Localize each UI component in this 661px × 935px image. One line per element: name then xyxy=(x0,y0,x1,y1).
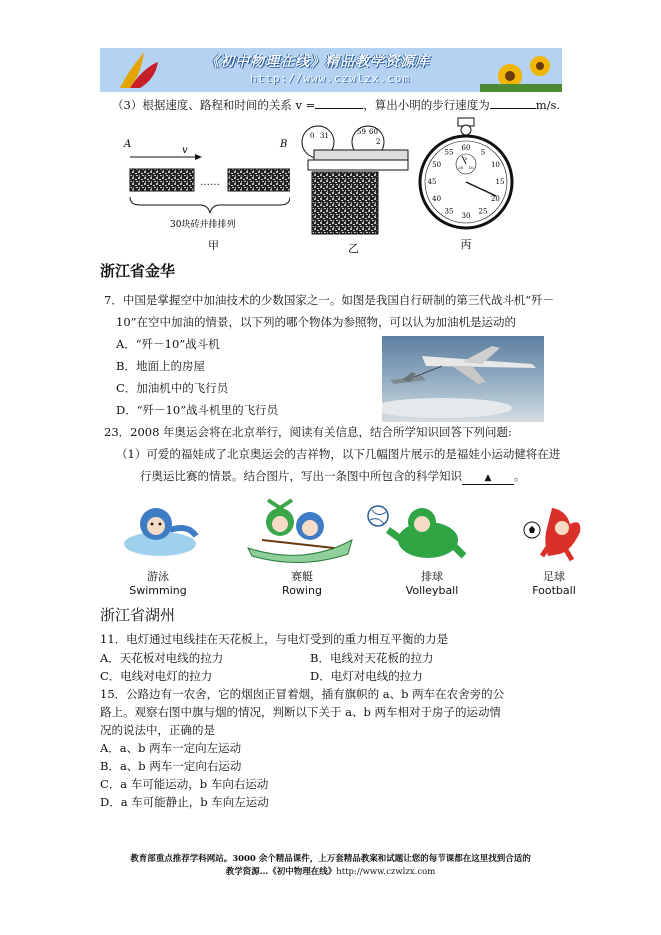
figure-jia-name: 甲 xyxy=(208,239,219,252)
q23-line1: 23．2008 年奥运会将在北京举行，阅读有关信息，结合所学知识回答下列问题: xyxy=(104,425,512,439)
caliper-diagram xyxy=(296,120,411,255)
stopwatch-icon xyxy=(418,116,518,251)
footer-line2: 教学资源…《初中物理在线》http://www.czwlzx.com xyxy=(225,867,436,877)
figure-yi-name: 乙 xyxy=(348,242,359,255)
inner-dial-number: 0 xyxy=(464,156,468,161)
inner-dial-number: 10 xyxy=(468,165,474,170)
dial-number: 55 xyxy=(444,148,454,157)
q15-line2: 路上。观察右图中旗与烟的情况，判断以下关于 a、b 两车相对于房子的运动情 xyxy=(100,705,502,719)
footer xyxy=(0,853,661,879)
label-v: v xyxy=(182,145,188,156)
q3-text1: （3）根据速度、路程和时间的关系 v = xyxy=(112,98,316,112)
q7-option-d[interactable]: D．“歼－10”战斗机里的飞行员 xyxy=(116,403,279,417)
refueling-photo xyxy=(382,336,544,422)
q3-unit: m/s. xyxy=(535,98,561,112)
q15-line1: 15．公路边有一农舍，它的烟囱正冒着烟，插有旗帜的 a、b 两车在农舍旁的公 xyxy=(100,687,505,701)
svg-text:0: 0 xyxy=(310,132,315,140)
dial-number: 35 xyxy=(444,207,454,216)
label-b: B xyxy=(280,139,288,150)
caption-rowing: 赛艇 Rowing xyxy=(282,570,322,597)
svg-text:31: 31 xyxy=(320,132,329,140)
q3-line xyxy=(112,96,560,114)
q15-option-b[interactable]: B．a、b 两车一定向右运动 xyxy=(100,759,242,773)
q15-line3: 况的说法中，正确的是 xyxy=(100,723,215,737)
figure-bing-name: 丙 xyxy=(460,238,472,251)
fuwa-rowing-image xyxy=(244,496,356,568)
q11-option-c[interactable]: C．电线对电灯的拉力 xyxy=(100,669,213,683)
q15-option-c[interactable]: C．a 车可能运动，b 车向右运动 xyxy=(100,777,269,791)
q23-line3: 行奥运比赛的情景。结合图片，写出一条图中所包含的科学知识 ▲ 。 xyxy=(140,469,526,483)
q7-line2: 10”在空中加油的情景，以下列的哪个物体为参照物，可以认为加油机是运动的 xyxy=(116,315,517,329)
q11-option-a[interactable]: A．天花板对电线的拉力 xyxy=(100,651,224,665)
section-jinhua: 浙江省金华 xyxy=(100,262,176,280)
q15-option-d[interactable]: D．a 车可能静止，b 车向左运动 xyxy=(100,795,269,809)
dial-number: 45 xyxy=(427,178,437,186)
q7-option-b[interactable]: B．地面上的房屋 xyxy=(116,359,205,373)
q11-option-b[interactable]: B．电线对天花板的拉力 xyxy=(310,651,434,665)
svg-text:60: 60 xyxy=(369,128,378,136)
dial-number: 25 xyxy=(478,207,488,216)
header-url: http://www.czwlzx.com xyxy=(250,72,411,85)
q23-line3-text: 行奥运比赛的情景。结合图片，写出一条图中所包含的科学知识 xyxy=(140,469,462,483)
q3-blank-2[interactable] xyxy=(490,96,536,109)
header-banner xyxy=(100,48,562,92)
dial-number: 40 xyxy=(432,195,442,203)
footer-link[interactable]: http://www.czwlzx.com xyxy=(336,867,436,877)
svg-text:……: …… xyxy=(200,177,220,188)
dial-number: 5 xyxy=(480,148,486,157)
figure-bing xyxy=(418,116,518,251)
svg-text:59: 59 xyxy=(357,128,366,136)
q7-option-c[interactable]: C．加油机中的飞行员 xyxy=(116,381,229,395)
q3-blank-1[interactable] xyxy=(315,96,363,109)
fuwa-volleyball-image xyxy=(362,500,468,564)
q7-line1: 7．中国是掌握空中加油技术的少数国家之一。如图是我国自行研制的第三代战斗机“歼－ xyxy=(104,293,555,307)
footer-line1: 教育部重点推荐学科网站。3000 余个精品课件，上万套精品教案和试题让您的每节课都在这里找到合适的 xyxy=(130,854,531,864)
dial-number: 20 xyxy=(490,195,500,203)
q3-text2: ，算出小明的步行速度为 xyxy=(363,98,490,112)
q15-option-a[interactable]: A．a、b 两车一定向左运动 xyxy=(100,741,242,755)
bricks-diagram xyxy=(120,135,290,255)
q23-answer-blank[interactable]: ▲ xyxy=(462,472,514,485)
fuwa-swimming-image xyxy=(116,500,202,560)
q11-option-d[interactable]: D．电灯对电线的拉力 xyxy=(310,669,423,683)
q11-line1: 11．电灯通过电线挂在天花板上，与电灯受到的重力相互平衡的力是 xyxy=(100,632,449,646)
header-title: 《初中物理在线》精品教学资源库 xyxy=(205,54,430,70)
caption-swimming: 游泳 Swimming xyxy=(129,570,187,597)
volleyball-icon xyxy=(368,506,388,526)
dial-number: 30 xyxy=(461,212,471,220)
dial-number: 15 xyxy=(495,178,505,186)
label-a: A xyxy=(124,139,132,150)
fuwa-football-image xyxy=(522,504,584,562)
bricks-caption: 30块砖并排排列 xyxy=(170,220,236,230)
dial-number: 60 xyxy=(461,144,471,152)
q7-option-a[interactable]: A．“歼－10”战斗机 xyxy=(116,337,220,351)
dial-number: 10 xyxy=(490,161,500,169)
section-huzhou: 浙江省湖州 xyxy=(100,606,176,624)
dial-number: 50 xyxy=(432,161,442,169)
figure-yi xyxy=(296,120,411,255)
caption-football: 足球 Football xyxy=(532,570,576,597)
caption-volleyball: 排球 Volleyball xyxy=(405,570,459,597)
q23-line2: （1）可爱的福娃成了北京奥运会的吉祥物，以下几幅图片展示的是福娃小运动健将在进 xyxy=(116,447,561,461)
svg-text:2: 2 xyxy=(376,138,381,146)
figure-jia xyxy=(120,135,290,255)
inner-dial-number: 20 xyxy=(458,165,464,170)
